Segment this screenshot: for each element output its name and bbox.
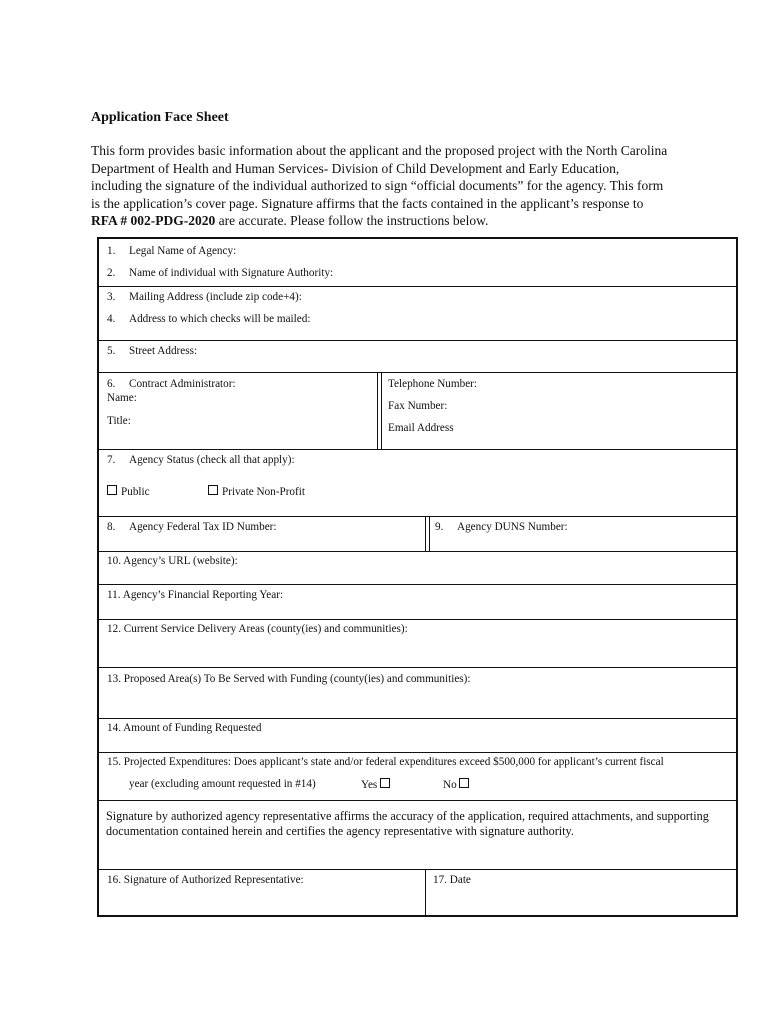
field-number: 7.	[107, 454, 116, 466]
duns-field[interactable]	[435, 521, 568, 533]
mailing-address-field[interactable]	[107, 291, 302, 303]
divider	[425, 869, 426, 917]
divider	[99, 869, 736, 870]
field-number: 3.	[107, 291, 116, 303]
field-number: 1.	[107, 245, 116, 257]
signature-statement: Signature by authorized agency representative affirms the accuracy of the application, required attachments, and supporting documentation contained herein and certifies the agency representative with signature authority.	[106, 809, 709, 838]
public-checkbox[interactable]	[107, 485, 117, 495]
field-label: Legal Name of Agency:	[129, 245, 237, 257]
tax-id-field[interactable]	[107, 521, 277, 533]
field-label: Mailing Address (include zip code+4):	[129, 291, 302, 303]
field-label: Agency Status (check all that apply):	[129, 454, 295, 466]
public-label: Public	[121, 486, 150, 498]
divider	[429, 516, 430, 551]
field-label: Agency Federal Tax ID Number:	[129, 521, 277, 533]
divider	[99, 800, 736, 801]
field-number: 6.	[107, 378, 116, 390]
current-service-areas-field[interactable]: 12. Current Service Delivery Areas (county(ies) and communities):	[107, 623, 408, 635]
field-label: Agency DUNS Number:	[457, 521, 568, 533]
fax-field[interactable]: Fax Number:	[388, 400, 448, 412]
face-sheet-form	[97, 237, 738, 917]
divider	[99, 584, 736, 585]
field-label: Contract Administrator:	[129, 378, 236, 390]
admin-title-field[interactable]: Title:	[107, 415, 131, 427]
field-number: 9.	[435, 521, 444, 533]
field-number: 8.	[107, 521, 116, 533]
divider	[377, 372, 378, 449]
no-option[interactable]	[443, 778, 473, 791]
signature-field[interactable]: 16. Signature of Authorized Representative:	[107, 874, 304, 886]
admin-name-field[interactable]: Name:	[107, 392, 137, 404]
divider	[99, 667, 736, 668]
financial-year-field[interactable]: 11. Agency’s Financial Reporting Year:	[107, 589, 284, 601]
divider	[99, 551, 736, 552]
signature-authority-field[interactable]	[107, 267, 333, 279]
no-label: No	[443, 779, 457, 791]
contract-administrator-field[interactable]	[107, 378, 236, 390]
private-nonprofit-checkbox[interactable]	[208, 485, 218, 495]
divider	[99, 286, 736, 287]
intro-paragraph	[91, 142, 671, 230]
rfa-number: RFA # 002-PDG-2020	[91, 213, 216, 229]
yes-label: Yes	[361, 779, 378, 791]
funding-requested-field[interactable]: 14. Amount of Funding Requested	[107, 722, 262, 734]
intro-text-end: are accurate. Please follow the instructions below.	[215, 213, 489, 229]
proposed-areas-field[interactable]: 13. Proposed Area(s) To Be Served with Funding (county(ies) and communities):	[107, 673, 471, 685]
telephone-field[interactable]: Telephone Number:	[388, 378, 477, 390]
divider	[99, 619, 736, 620]
divider	[381, 372, 382, 449]
page-title: Application Face Sheet	[91, 110, 229, 125]
private-nonprofit-option[interactable]	[208, 485, 305, 498]
url-field[interactable]: 10. Agency’s URL (website):	[107, 555, 238, 567]
yes-option[interactable]	[361, 778, 394, 791]
divider	[99, 718, 736, 719]
field-label: Address to which checks will be mailed:	[129, 313, 311, 325]
field-number: 5.	[107, 345, 116, 357]
field-label: Name of individual with Signature Authority:	[129, 267, 334, 279]
agency-status-label	[107, 454, 295, 466]
no-checkbox[interactable]	[459, 778, 469, 788]
street-address-field[interactable]	[107, 345, 197, 357]
legal-name-field[interactable]	[107, 245, 236, 257]
projected-expenditures-question: 15. Projected Expenditures: Does applicant’s state and/or federal expenditures exceed $500,000 for applicant’s current fiscal	[107, 756, 664, 768]
date-field[interactable]: 17. Date	[433, 874, 471, 886]
public-option[interactable]	[107, 485, 150, 498]
check-address-field[interactable]	[107, 313, 310, 325]
divider	[99, 340, 736, 341]
intro-text: This form provides basic information about the applicant and the proposed project with the North Carolina Department of Health and Human Services- Division of Child Development and Early Education, including the signature of the individual authorized to sign “official documents” for the agency. This form is the application’s cover page. Signature affirms that the facts contained in the applicant’s response to	[91, 143, 668, 211]
divider	[99, 372, 736, 373]
divider	[99, 752, 736, 753]
field-label: Street Address:	[129, 345, 198, 357]
email-field[interactable]: Email Address	[388, 422, 454, 434]
divider	[425, 516, 426, 551]
yes-checkbox[interactable]	[380, 778, 390, 788]
field-number: 4.	[107, 313, 116, 325]
divider	[99, 516, 736, 517]
divider	[99, 449, 736, 450]
projected-expenditures-question-cont: year (excluding amount requested in #14)	[129, 778, 316, 790]
private-nonprofit-label: Private Non-Profit	[222, 486, 305, 498]
field-number: 2.	[107, 267, 116, 279]
